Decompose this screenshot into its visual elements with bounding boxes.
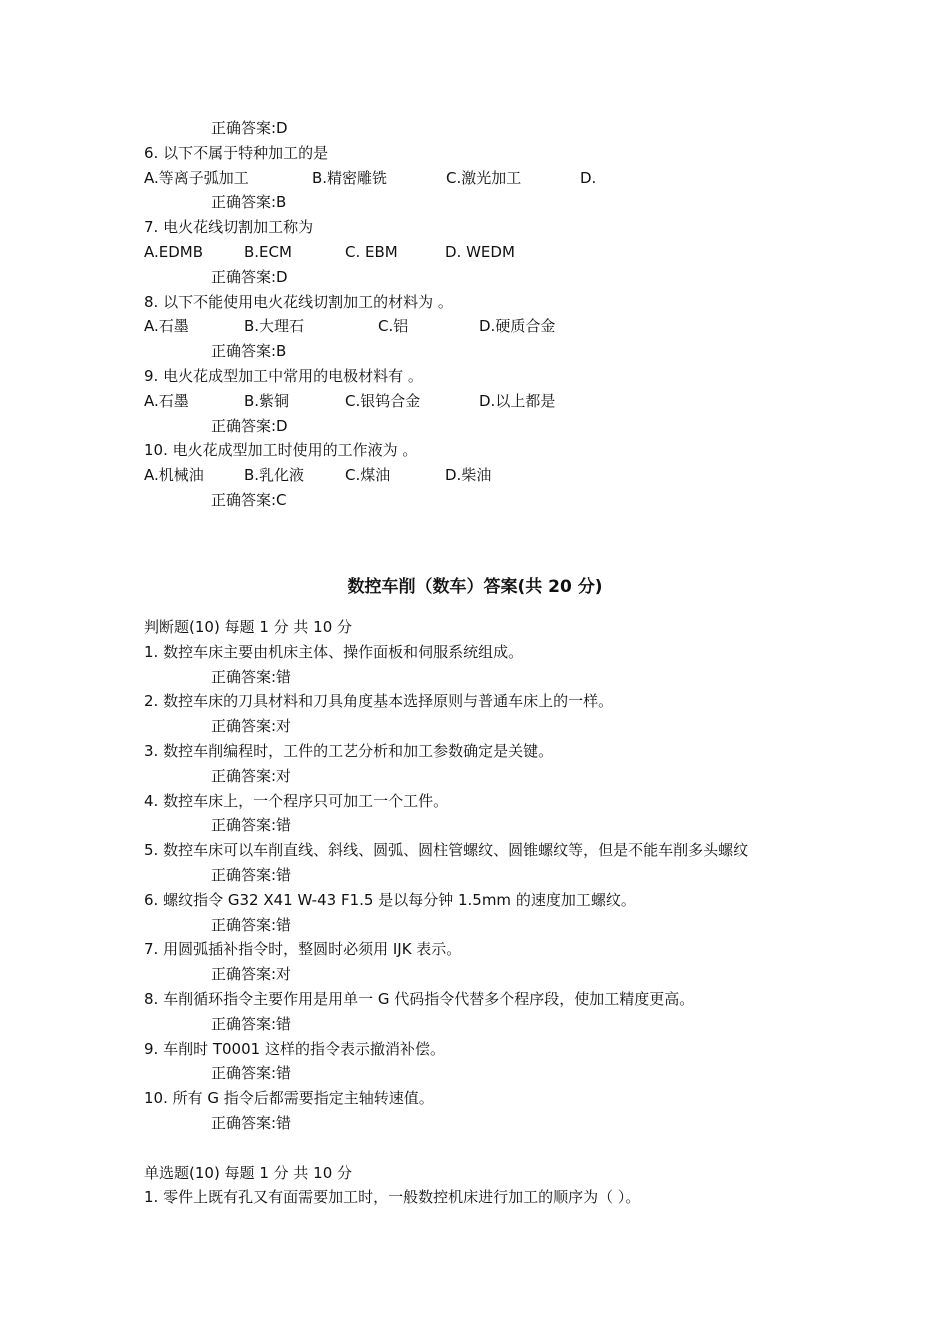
question-text: 7. 电火花线切割加工称为: [144, 218, 314, 237]
question-text: 6. 螺纹指令 G32 X41 W-43 F1.5 是以每分钟 1.5mm 的速度加工螺纹。: [144, 890, 636, 909]
question-text: 9. 电火花成型加工中常用的电极材料有 。: [144, 366, 423, 385]
option-d: D. WEDM: [445, 242, 515, 261]
answer-line: 正确答案:错: [211, 865, 292, 884]
single-choice-header: 单选题(10) 每题 1 分 共 10 分: [144, 1163, 353, 1182]
question-text: 10. 所有 G 指令后都需要指定主轴转速值。: [144, 1089, 434, 1108]
answer-line: 正确答案:错: [211, 667, 292, 686]
option-a: A.石墨: [144, 391, 189, 410]
answer-line: 正确答案:D: [211, 267, 288, 286]
answer-line: 正确答案:B: [211, 342, 287, 361]
option-a: A.EDMB: [144, 242, 204, 261]
option-c: C.银钨合金: [345, 391, 421, 410]
options-row: [144, 463, 824, 488]
judge-header: 判断题(10) 每题 1 分 共 10 分: [144, 618, 353, 636]
turning-section: [144, 615, 844, 1210]
option-b: B.紫铜: [244, 391, 290, 410]
answer-line: 正确答案:错: [211, 1014, 292, 1033]
option-a: A.等离子弧加工: [144, 168, 249, 187]
question-text: 5. 数控车床可以车削直线、斜线、圆弧、圆柱管螺纹、圆锥螺纹等，但是不能车削多头螺纹: [144, 841, 749, 860]
option-c: C. EBM: [345, 242, 398, 261]
option-d: D.: [580, 168, 597, 187]
question-text: 10. 电火花成型加工时使用的工作液为 。: [144, 441, 418, 460]
answer-line: 正确答案:错: [211, 915, 292, 934]
question-text: 6. 以下不属于特种加工的是: [144, 143, 329, 162]
top-question-block: [144, 116, 824, 513]
section-title: 数控车削（数车）答案(共 20 分): [347, 577, 603, 597]
option-c: C.煤油: [345, 466, 391, 485]
options-row: [144, 240, 824, 265]
question-text: 3. 数控车削编程时，工件的工艺分析和加工参数确定是关键。: [144, 741, 554, 760]
answer-line: 正确答案:错: [211, 816, 292, 835]
answer-line: 正确答案:D: [211, 119, 288, 137]
spacer: [144, 1136, 844, 1161]
answer-line: 正确答案:对: [211, 717, 292, 736]
option-b: B.乳化液: [244, 466, 305, 485]
answer-line: 正确答案:D: [211, 416, 288, 435]
option-b: B.大理石: [244, 317, 305, 336]
option-c: C.铝: [378, 317, 409, 336]
question-text: 2. 数控车床的刀具材料和刀具角度基本选择原则与普通车床上的一样。: [144, 692, 614, 711]
options-row: [144, 166, 824, 191]
options-row: [144, 314, 824, 339]
question-text: 1. 数控车床主要由机床主体、操作面板和伺服系统组成。: [144, 642, 524, 661]
question-text: 8. 车削循环指令主要作用是用单一 G 代码指令代替多个程序段，使加工精度更高。: [144, 989, 695, 1008]
question-text: 9. 车削时 T0001 这样的指令表示撤消补偿。: [144, 1039, 445, 1058]
question-text: 1. 零件上既有孔又有面需要加工时，一般数控机床进行加工的顺序为（ ）。: [144, 1188, 641, 1207]
answer-line: 正确答案:错: [211, 1064, 292, 1083]
answer-line: 正确答案:B: [211, 193, 287, 212]
option-a: A.机械油: [144, 466, 204, 485]
options-row: [144, 389, 824, 414]
option-d: D.硬质合金: [479, 317, 556, 336]
question-text: 4. 数控车床上，一个程序只可加工一个工件。: [144, 791, 449, 810]
answer-line: 正确答案:错: [211, 1113, 292, 1132]
option-b: B.ECM: [244, 242, 292, 261]
option-c: C.激光加工: [446, 168, 522, 187]
answer-line: 正确答案:对: [211, 965, 292, 984]
question-text: 7. 用圆弧插补指令时，整圆时必须用 IJK 表示。: [144, 940, 462, 959]
option-d: D.柴油: [445, 466, 492, 485]
option-b: B.精密雕铣: [312, 168, 388, 187]
option-a: A.石墨: [144, 317, 189, 336]
question-text: 8. 以下不能使用电火花线切割加工的材料为 。: [144, 292, 453, 311]
answer-line: 正确答案:C: [211, 490, 287, 509]
option-d: D.以上都是: [479, 391, 556, 410]
answer-line: 正确答案:对: [211, 766, 292, 785]
